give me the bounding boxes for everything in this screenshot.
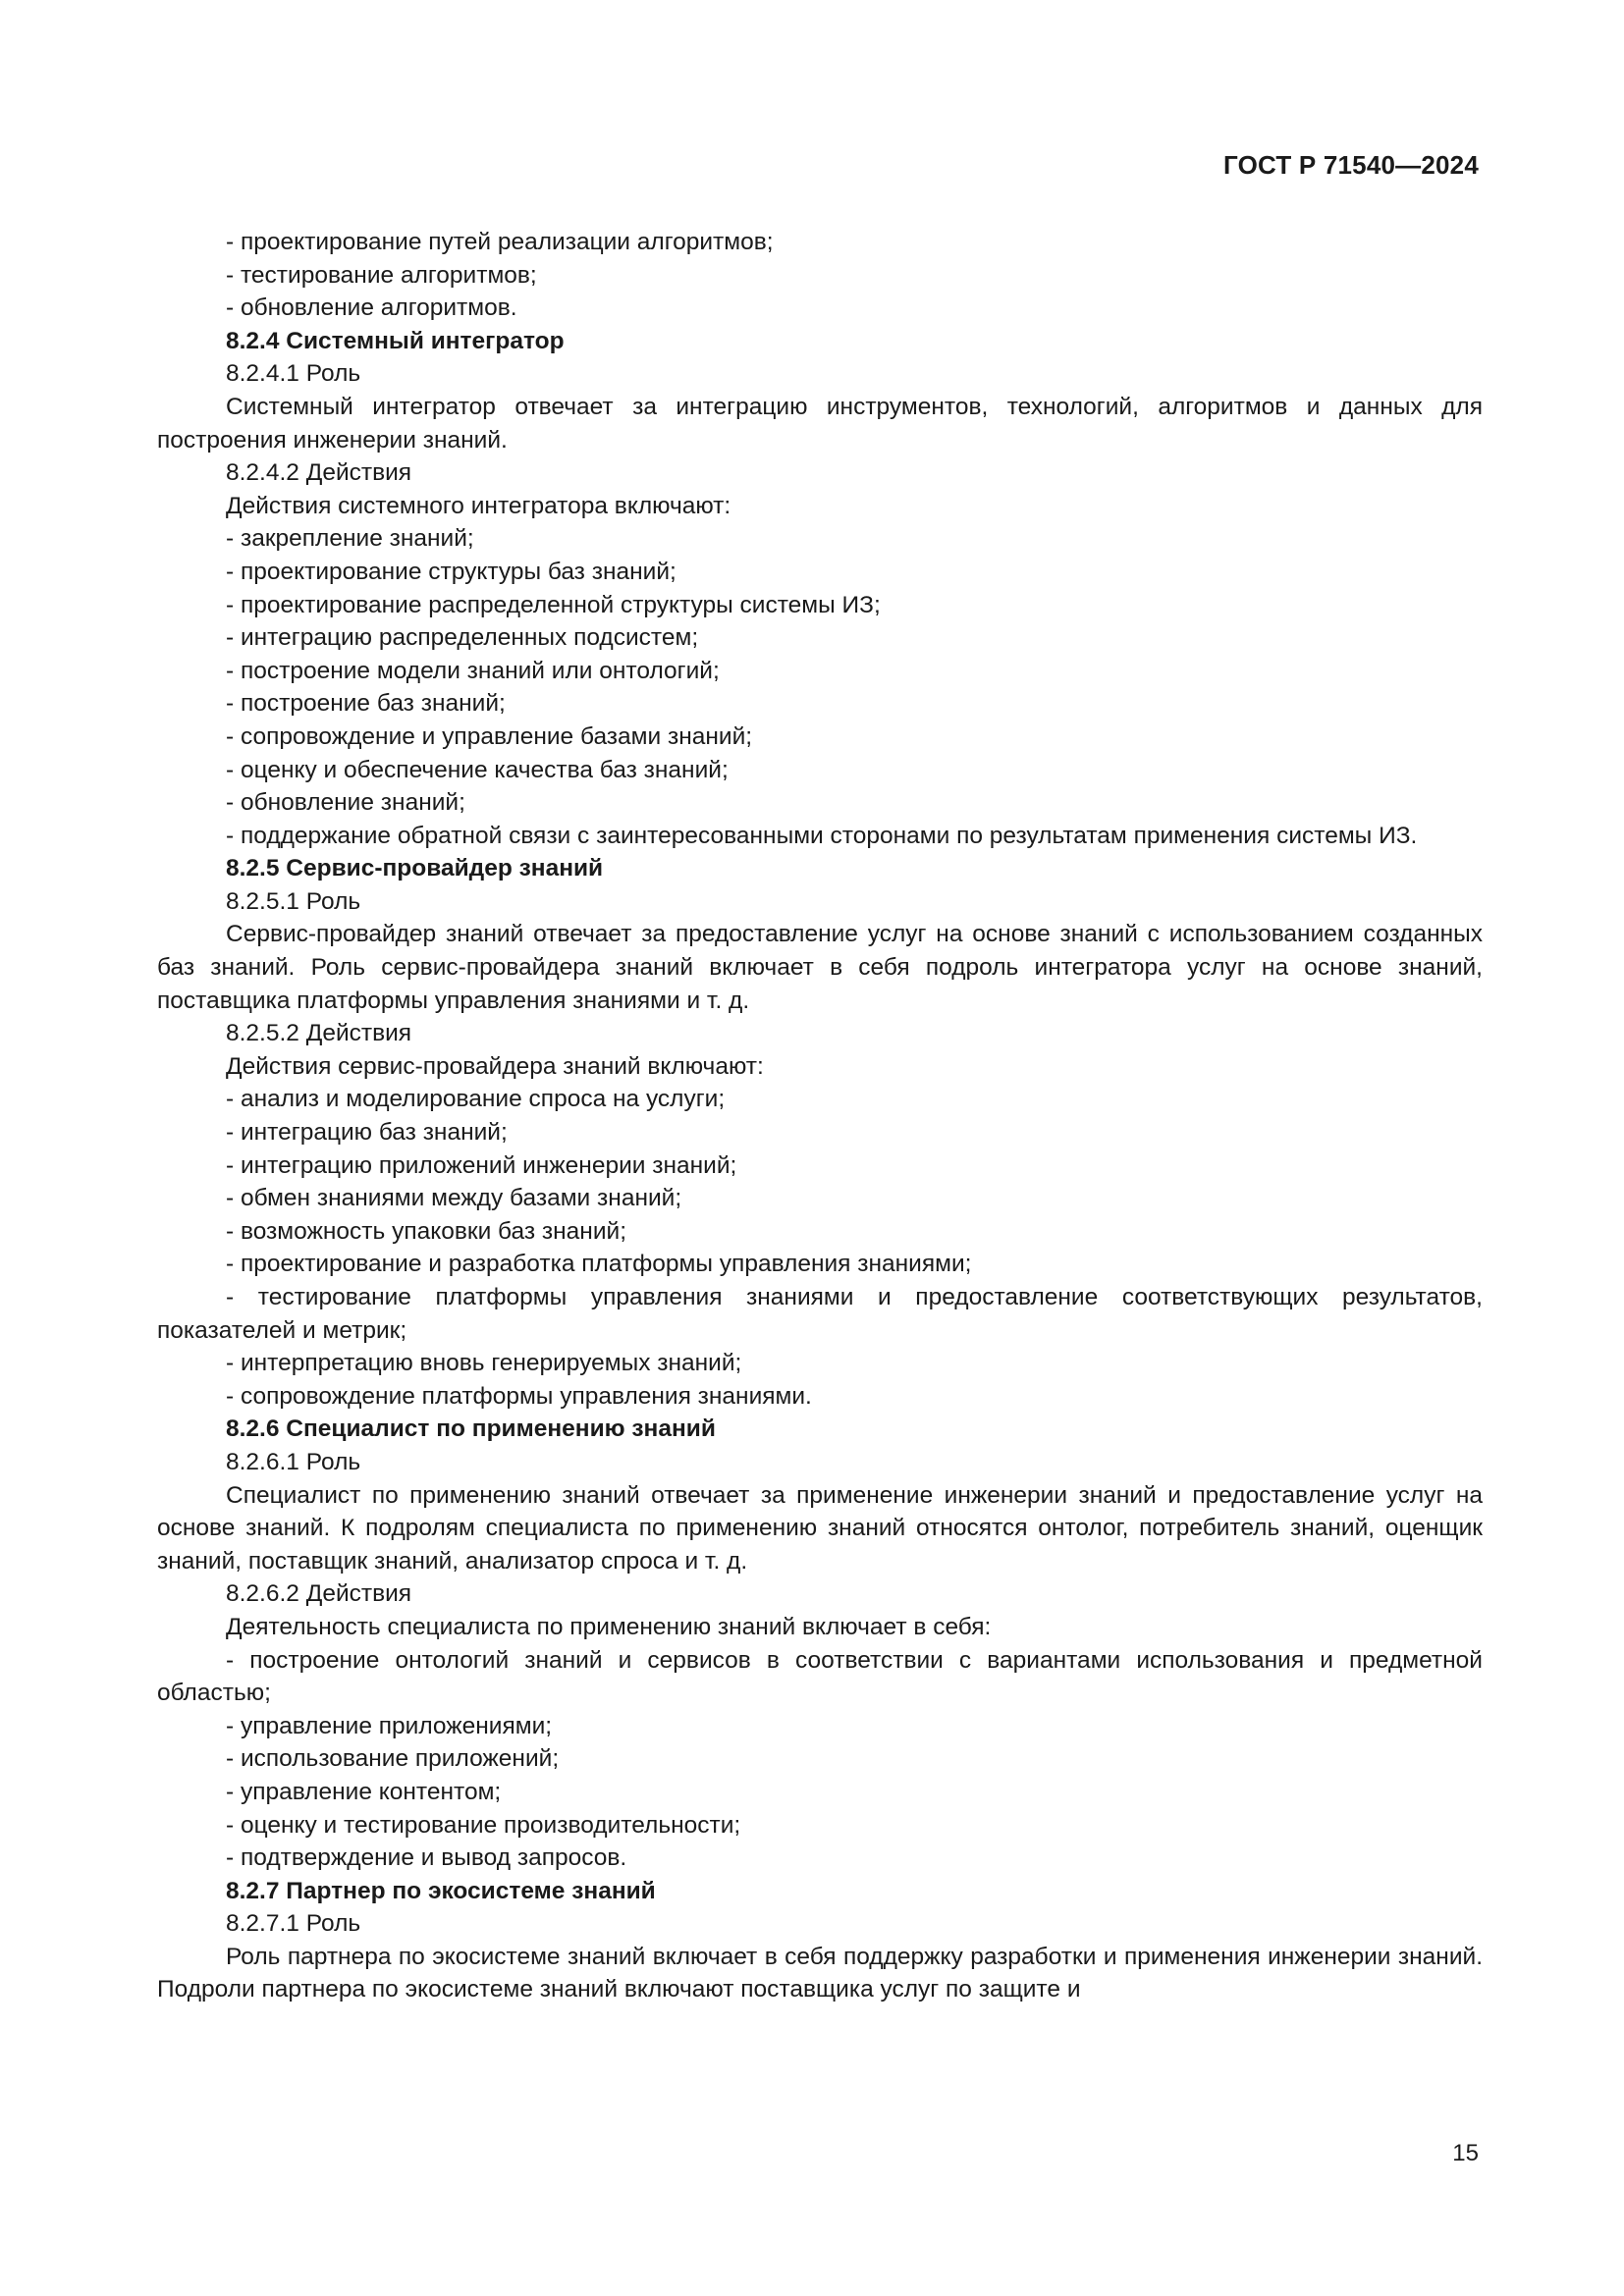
paragraph: - тестирование платформы управления знаниями и предоставление соответствующих результатов, показателей и метрик;	[157, 1284, 1483, 1344]
paragraph: - проектирование структуры баз знаний;	[226, 558, 677, 585]
paragraph: Роль партнера по экосистеме знаний включает в себя поддержку разработки и применения инженерии знаний. Подроли партнера по экосистеме знаний включают поставщика услуг по защите и	[157, 1943, 1483, 2003]
paragraph: - подтверждение и вывод запросов.	[226, 1844, 627, 1872]
document-header-id: ГОСТ Р 71540—2024	[1223, 150, 1479, 180]
paragraph: - интеграцию распределенных подсистем;	[226, 624, 699, 652]
paragraph: - поддержание обратной связи с заинтересованными сторонами по результатам применения системы ИЗ.	[226, 822, 1418, 849]
paragraph: Специалист по применению знаний отвечает за применение инженерии знаний и предоставление услуг на основе знаний. К подролям специалиста по применению знаний относятся онтолог, потребитель знаний, оценщик знаний, поставщик знаний, анализатор спроса и т. д.	[157, 1481, 1483, 1575]
paragraph: Системный интегратор отвечает за интеграцию инструментов, технологий, алгоритмов и данных для построения инженерии знаний.	[157, 393, 1483, 454]
section-heading: 8.2.5 Сервис-провайдер знаний	[226, 855, 604, 882]
paragraph: - построение баз знаний;	[226, 690, 506, 718]
paragraph: 8.2.6.1 Роль	[226, 1448, 361, 1475]
paragraph: - сопровождение платформы управления знаниями.	[226, 1382, 812, 1410]
paragraph: - оценку и обеспечение качества баз знаний;	[226, 756, 729, 783]
paragraph: - анализ и моделирование спроса на услуги;	[226, 1086, 726, 1113]
paragraph: - тестирование алгоритмов;	[226, 261, 537, 289]
paragraph: Действия системного интегратора включают:	[226, 492, 731, 519]
paragraph: - обновление алгоритмов.	[226, 294, 517, 322]
paragraph: - возможность упаковки баз знаний;	[226, 1217, 627, 1245]
paragraph: 8.2.5.1 Роль	[226, 887, 361, 915]
paragraph: - сопровождение и управление базами знаний;	[226, 722, 753, 750]
paragraph: 8.2.5.2 Действия	[226, 1020, 412, 1047]
paragraph: - оценку и тестирование производительности;	[226, 1811, 741, 1839]
paragraph: - проектирование путей реализации алгоритмов;	[226, 229, 774, 255]
section-heading: 8.2.6 Специалист по применению знаний	[226, 1415, 716, 1443]
paragraph: - интеграцию приложений инженерии знаний;	[226, 1151, 737, 1179]
paragraph: - интеграцию баз знаний;	[226, 1119, 508, 1147]
section-heading: 8.2.7 Партнер по экосистеме знаний	[226, 1877, 656, 1904]
paragraph: - проектирование и разработка платформы управления знаниями;	[226, 1251, 972, 1278]
document-body	[157, 226, 1483, 2006]
paragraph: - интерпретацию вновь генерируемых знаний;	[226, 1350, 742, 1377]
paragraph: - использование приложений;	[226, 1745, 560, 1773]
paragraph: - закрепление знаний;	[226, 525, 474, 553]
paragraph: 8.2.4.2 Действия	[226, 459, 412, 487]
paragraph: - обновление знаний;	[226, 789, 465, 817]
paragraph: Действия сервис-провайдера знаний включают:	[226, 1052, 764, 1080]
section-heading: 8.2.4 Системный интегратор	[226, 327, 565, 354]
paragraph: Деятельность специалиста по применению знаний включает в себя:	[226, 1613, 992, 1640]
paragraph: 8.2.4.1 Роль	[226, 360, 361, 388]
paragraph: - проектирование распределенной структуры системы ИЗ;	[226, 591, 881, 618]
paragraph: Сервис-провайдер знаний отвечает за предоставление услуг на основе знаний с использованием созданных баз знаний. Роль сервис-провайдера знаний включает в себя подроль интегратора услуг на основе знаний, поставщика платформы управления знаниями и т. д.	[157, 921, 1483, 1014]
paragraph: 8.2.7.1 Роль	[226, 1910, 361, 1938]
paragraph: - построение онтологий знаний и сервисов в соответствии с вариантами использования и предметной областью;	[157, 1646, 1483, 1707]
paragraph: - обмен знаниями между базами знаний;	[226, 1185, 682, 1212]
page-number: 15	[1452, 2140, 1479, 2166]
paragraph: - управление контентом;	[226, 1778, 502, 1805]
paragraph: - управление приложениями;	[226, 1712, 553, 1739]
paragraph: 8.2.6.2 Действия	[226, 1580, 412, 1608]
paragraph: - построение модели знаний или онтологий;	[226, 657, 720, 684]
